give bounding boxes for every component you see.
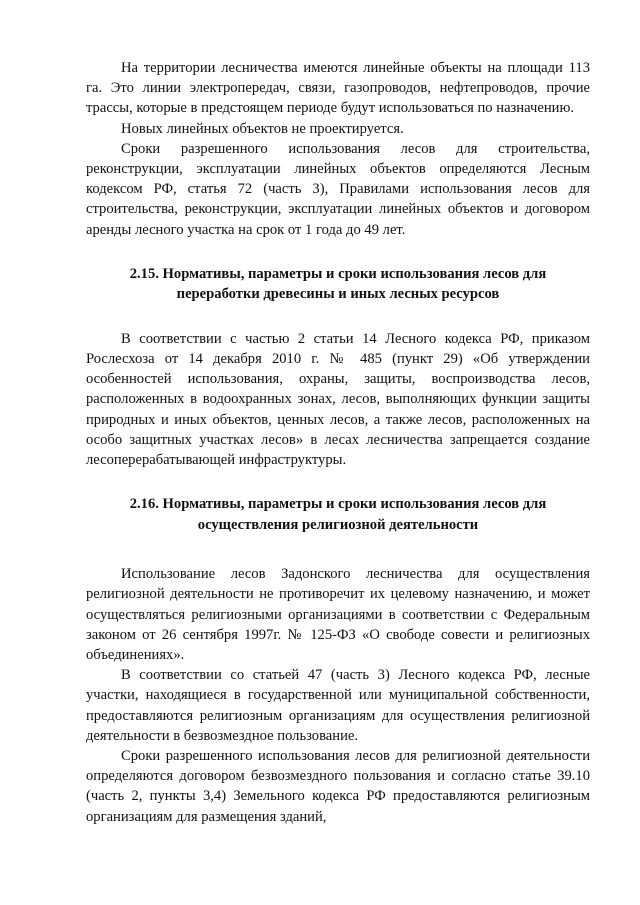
section-2-16-paragraph-terms: Сроки разрешенного использования лесов для религиозной деятельности определяются договором безвозмездного пользования и согласно статье 39.10 (часть 2, пункты 3,4) Земельного кодекса РФ предоставляются религиозным организациям для размещения зданий, bbox=[86, 748, 590, 825]
intro-linear-objects-paragraph: На территории лесничества имеются линейные объекты на площади 113 га. Это линии электропередач, связи, газопроводов, нефтепроводов, прочие трассы, которые в предстоящем периоде будут использоваться по назначению. bbox=[86, 60, 590, 117]
section-2-16-paragraph-usage: Использование лесов Задонского лесничества для осуществления религиозной деятельности не противоречит их целевому назначению, и может осуществляться религиозными организациями в соответствии с Федеральным законом от 26 сентября 1997г. № 125-ФЗ «О свободе совести и религиозных объединениях». bbox=[86, 566, 590, 664]
section-2-15-paragraph: В соответствии с частью 2 статьи 14 Лесного кодекса РФ, приказом Рослесхоза от 14 декабря 2010 г. № 485 (пункт 29) «Об утверждении особенностей использования, охраны, защиты, воспроизводства лесов, расположенных в водоохранных зонах, лесов, выполняющих функции защиты природных и иных объектов, ценных лесов, а также лесов, расположенных на особо защитных участках лесов» в лесах лесничества запрещается создание лесоперерабатывающей инфраструктуры. bbox=[86, 330, 590, 469]
intro-terms-paragraph: Сроки разрешенного использования лесов для строительства, реконструкции, эксплуатации линейных объектов определяются Лесным кодексом РФ, статья 72 (часть 3), Правилами использования лесов для строительства, реконструкции, эксплуатации линейных объектов и договором аренды лесного участка на срок от 1 года до 49 лет. bbox=[86, 140, 590, 238]
intro-no-new-objects-paragraph: Новых линейных объектов не проектируется. bbox=[121, 120, 404, 137]
section-2-15-heading-line1: 2.15. Нормативы, параметры и сроки использования лесов для bbox=[129, 265, 547, 282]
section-2-15-heading-line2: переработки древесины и иных лесных ресурсов bbox=[176, 286, 500, 303]
section-2-16-heading bbox=[86, 494, 590, 535]
section-2-16-heading-line1: 2.16. Нормативы, параметры и сроки использования лесов для bbox=[129, 496, 547, 513]
section-2-16-heading-line2: осуществления религиозной деятельности bbox=[197, 516, 479, 533]
section-2-15-heading bbox=[86, 264, 590, 305]
section-2-16-paragraph-article-47: В соответствии со статьей 47 (часть 3) Лесного кодекса РФ, лесные участки, находящиеся в государственной или муниципальной собственности, предоставляются религиозным организациям для осуществления религиозной деятельности в безвозмездное пользование. bbox=[86, 667, 590, 744]
